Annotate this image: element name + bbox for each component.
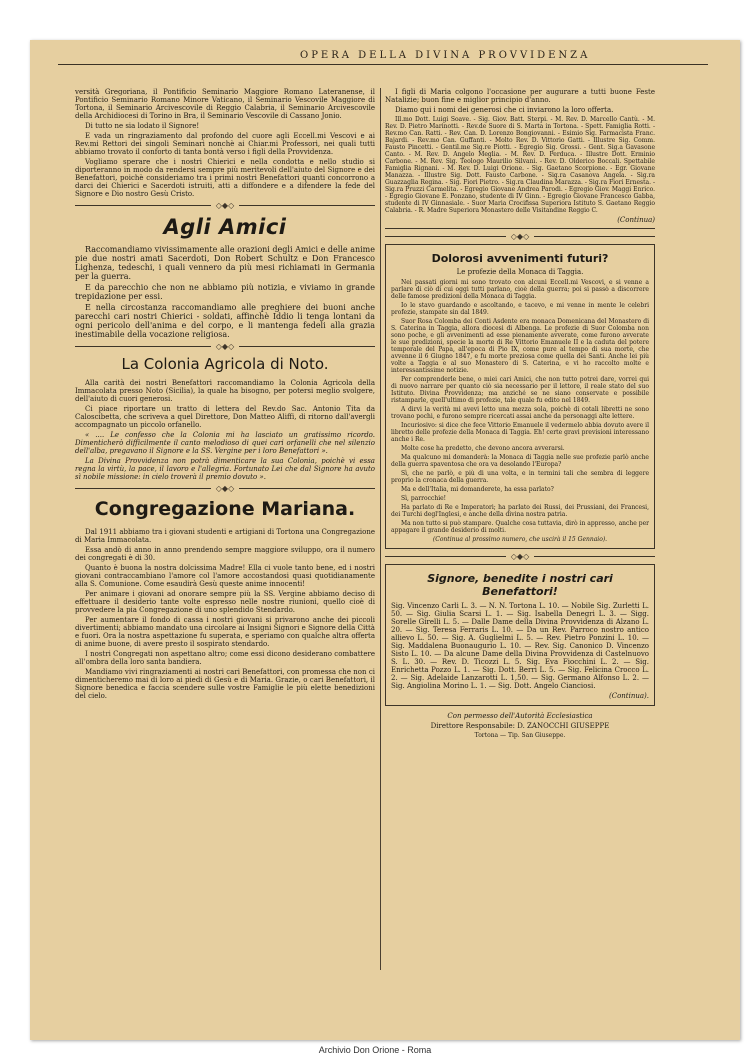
section-title: Signore, benedite i nostri cari Benefattori! — [427, 572, 613, 598]
paragraph: Per animare i giovani ad onorare sempre più la SS. Vergine abbiamo deciso di effettuare il desiderio tante volte espresso nelle nostre riunioni, quello cioè di provvedere la pia Congregazione di uno splendido Stendardo. — [75, 590, 375, 614]
paragraph: Ma e dell'Italia, mi domanderete, ha essa parlato? — [401, 486, 554, 493]
colonia-section — [75, 355, 375, 481]
paragraph: Diamo qui i nomi dei generosi che ci inviarono la loro offerta. — [395, 106, 614, 114]
paragraph: E da parecchio che non ne abbiamo più notizia, e viviamo in grande trepidazione per essi. — [75, 283, 375, 301]
continued-note: (Continua) — [617, 216, 655, 224]
paragraph: Sì, che ne parlò, e più di una volta, e in termini tali che sembra di leggere proprio la cronaca della guerra. — [391, 470, 649, 484]
donor-list: Ill.mo Dott. Luigi Soave. - Sig. Giov. Batt. Sterpi. - M. Rev. D. Marcello Cantù. - M. Rev. D. Pietro Marinotti. - Rev.de Suore di S. Marta in Tortona. - Spett. Famiglia Rotti. - Rev.mo Can. Ratti. - Rev. Can. D. Lorenzo Bongiovanni. - Esimio Sig. Farmacista Franc. Bajardi. - Rev.mo Can. Guffanti. - Molto Rev. D. Vittorio Gatti. - Illustre Sig. Comm. Fausto Pincetti. - Gentil.me Sig.re Piotti. - Egregio Sig. Grossi. - Gent. Sig.a Gavasone Canto. - M. Rev. D. Angelo Meglia. - M. Rev. D. Perduca. - Illustre Dott. Erminio Carbone. - M. Rev. Sig. Teologo Maurilio Silvani. - Rev. D. Olderico Boccali. Spettabile Famiglia Rignani. - M. Rev. D. Luigi Orione. - Sig. Gaetano Scorpione. - Egr. Giovane Manazza. - Illustre Sig. Dott. Fausto Carbone. - Sig.ra Casanova Angela. - Sig.ra Guazzaglia Regina. - Sig. Fiori Pietro. - Sig.ra Claudina Marazza. - Sig.ra Fiori Ernesta. - Sig.ra Pruzzi Carmelita. - Egregio Giovane Andrea Parodi. - Egregio Giov. Maggi Enrico. - Egregio Giovane E. Ponzano, studente di IV Ginn. - Egregio Giovane Francesco Gabba, studente di IV Ginnasiale. - Suor Maria Crocifissa Superiora Istituto S. Gaetano Reggio Calabria. - R. Madre Superiora Monastero delle Visitandine Reggio C. — [385, 116, 655, 214]
amici-section — [75, 215, 375, 339]
paragraph: Mandiamo vivi ringraziamenti ai nostri cari Benefattori, con promessa che non ci dimenticheremo mai di loro ai piedi di Gesù e di Maria. Grazie, o cari Benefattori, il Signore benedica e faccia scendere sulle vostre Famiglie le più elette benedizioni del cielo. — [75, 668, 375, 700]
section-title: Congregazione Mariana. — [94, 498, 356, 520]
imprint-permission: Con permesso dell'Autorità Ecclesiastica — [447, 712, 593, 720]
paragraph: Dal 1911 abbiamo tra i giovani studenti e artigiani di Tortona una Congregazione di Maria Immacolata. — [75, 528, 375, 544]
archive-footer: Archivio Don Orione - Roma — [318, 1045, 432, 1055]
paragraph: E vada un ringraziamento dal profondo del cuore agli Eccell.mi Vescovi e ai Rev.mi Rettori dei singoli Seminari nonchè ai Chiar.mi Professori, nei quali tutti abbiamo trovato il conforto di tanta bontà verso i figli della Provvidenza. — [75, 132, 375, 156]
section-divider: ◇◆◇ — [75, 343, 375, 350]
section-divider: ◇◆◇ — [75, 202, 375, 209]
paragraph: Per aumentare il fondo di cassa i nostri giovani si privarono anche dei piccoli divertimenti; abbiamo mandato una circolare ai Insigni Signori e Signore della Città e fuori. Ora la nostra aspettazione fu superata, e speriamo con qualche altra offerta di anime buone, di avere presto il sospirato stendardo. — [75, 616, 375, 648]
paragraph: Incuriosivo: si dice che fece Vittorio Emanuele il vedermelo abbia dovuto avere il libretto delle profezie della Monaca di Taggia. Eh! certe gravi previsioni interessano anche i Re. — [391, 422, 649, 443]
section-title: La Colonia Agricola di Noto. — [121, 355, 329, 373]
column-rule — [380, 88, 381, 970]
paragraph: Suor Rosa Colomba dei Conti Asdente era monaca Domenicana del Monastero di S. Caterina in Taggia, allora diocesi di Albenga. Le profezie di Suor Colomba non sono poche, e gli avvenimenti ad esse pienamente avverate, come furono avverate le sue predizioni, specie la morte di Re Vittorio Emanuele II e la caduta del potere temporale del Papa, all'epoca di Pio IX, come pure al tempo di sua morte, che avvenne il 6 Giugno 1847, e fu morte preziosa come quella dei Santi. Anche lei più volte a Taggia e al suo Monastero di S. Caterina, e vi ho raccolto molte e interessantissime notizie. — [391, 318, 649, 374]
paragraph: Essa andò di anno in anno prendendo sempre maggiore sviluppo, ora il numero dei congregati è di 30. — [75, 546, 375, 562]
benefactor-list: Sig. Vincenzo Carli L. 3. — N. N. Tortona L. 10. — Nobile Sig. Zurletti L. 50. — Sig. Giulia Scarsi L. 1. — Sig. Isabella Denegri L. 3. — Sigg. Sorelle Girelli L. 5. — Dalle Dame della Divina Provvidenza di Alzano L. 20. — Sig. Teresa Ferraris L. 10. — Da un Rev. Parroco nostro antico allievo L. 50. — Sig. A. Guglielmi L. 5. — Rev. Pietro Ponzini L. 10. — Sig. Maddalena Buonaugurio L. 10. — Rev. Sig. Canonico D. Vincenzo Sisto L. 10. — Da alcune Dame della Divina Provvidenza di Castelnuovo S. L. 30. — Rev. D. Ticozzi L. 5. Sig. Eva Fiocchini L. 2. — Sig. Enrichetta Pozzo L. 1. — Sig. Dott. Berri L. 5. — Sig. Felicina Crocco L. 2. — Sig. Adelaide Lanzarotti L. 1,50. — Sig. Germano Alfonso L. 2. — Sig. Angiolina Morino L. 1. — Sig. Dott. Angelo Cianciosi. — [391, 602, 649, 690]
paragraph: Ma qualcuno mi domanderà: la Monaca di Taggia nelle sue profezie parlò anche della guerra spaventosa che ora va desolando l'Europa? — [391, 454, 649, 468]
paragraph: Vogliamo sperare che i nostri Chierici e nella condotta e nello studio si diporteranno in modo da rendersi sempre più meritevoli dell'aiuto del Signore e dei Benefattori, poichè consideriamo tra i primi nostri Benefattori quanti concorrono a darci dei Chierici e Sacerdoti istruiti, atti a diffondere e a difendere la fede del Signore e Dio nostro Gesù Cristo. — [75, 158, 375, 198]
paragraph: Quanto è buona la nostra dolcissima Madre! Ella ci vuole tanto bene, ed i nostri giovani contraccambiano l'amore col l'amore accostandosi quasi quotidianamente alla S. Comunione. Come esaudirà Gesù queste anime innocenti! — [75, 564, 375, 588]
imprint-director: Direttore Responsabile: D. ZANOCCHI GIUSEPPE — [430, 722, 610, 730]
paragraph: Di tutto ne sia lodato il Signore! — [85, 122, 200, 130]
continued-note: (Continua). — [608, 692, 649, 700]
quotation: « .... Le confesso che la Colonia mi ha lasciato un gratissimo ricordo. Dimenticherò difficilmente il canto melodioso di quei cari orfanelli che nel silenzio dell'alba, pregavano il Signore e la SS. Vergine per i loro Benefattori ». — [75, 431, 375, 455]
paragraph: Nei passati giorni mi sono trovato con alcuni Eccell.mi Vescovi, e si venne a parlare di ciò di cui oggi tutti parlano, cioè della guerra; poi si passò a discorrere delle famose predizioni della Monaca di Taggia. — [391, 279, 649, 300]
quotation: La Divina Provvidenza non potrà dimenticare la sua Colonia, poichè vi essa regna la virtù, la pace, il lavoro e l'allegria. Fortunato Lei che dal Signore ha avuto sì nobile missione: in cielo troverà il premio dovuto ». — [75, 457, 375, 481]
paragraph: Alla carità dei nostri Benefattori raccomandiamo la Colonia Agricola della Immacolata presso Noto (Sicilia), la quale ha bisogno, per potersi meglio svolgere, dell'aiuto di cuori generosi. — [75, 379, 375, 403]
left-column — [75, 88, 375, 702]
paragraph: I figli di Maria colgono l'occasione per augurare a tutti buone Feste Natalizie; buon fine e miglior principio d'anno. — [385, 88, 655, 104]
seminari-section — [75, 88, 375, 198]
running-header: OPERA DELLA DIVINA PROVVIDENZA — [300, 50, 591, 61]
benefattori-section — [385, 564, 655, 706]
paragraph: Per comprenderle bene, o miei cari Amici, che non tutto potrei dare, vorrei qui di nuovo narrare per quanto ciò sia necessario per il lettore, il reale stato del suo Istituto. Divina Provvidenza; ma anziché se ne siano conservate e possibile ristamparle, quell'ultimo di profezie, tale quale fu edito nel 1849. — [391, 376, 649, 404]
section-divider: ◇◆◇ — [75, 485, 375, 492]
right-column — [385, 88, 655, 741]
dolorosi-section — [385, 244, 655, 549]
section-title: Agli Amici — [163, 215, 287, 239]
paragraph: versità Gregoriana, il Pontificio Seminario Maggiore Romano Lateranense, il Pontificio Seminario Romano Minore Vaticano, il Seminario Vescovile Maggiore di Tortona, il Seminario Arcivescovile di Reggio Calabria, il Seminario Arcivescovile della Archidiocesi di Torino in Bra, il Seminario Vescovile di Cassano Jonio. — [75, 88, 375, 120]
offerte-section — [385, 88, 655, 229]
paragraph: Io le stavo guardando e ascoltando, e tacevo, e mi venne in mente le celebri profezie, stampate sin dal 1849. — [391, 302, 649, 316]
header-rule — [58, 64, 708, 65]
paragraph: Ma non tutto si può stampare. Qualche cosa tuttavia, dirò in appresso, anche per appagare il grande desiderio di molti. — [391, 520, 649, 534]
paragraph: Sì, parrocchie! — [401, 495, 447, 502]
section-subtitle: Le profezie della Monaca di Taggia. — [456, 268, 584, 276]
paragraph: Ci piace riportare un tratto di lettera del Rev.do Sac. Antonio Tita da Caloscibetta, che scriveva a quel Direttore, Don Matteo Aliffi, di ritorno dall'avergli accompagnato un piccolo orfanello. — [75, 405, 375, 429]
section-title: Dolorosi avvenimenti futuri? — [431, 252, 609, 265]
section-divider: ◇◆◇ — [385, 553, 655, 560]
continued-note: (Continua al prossimo numero, che uscirà il 15 Gennaio). — [432, 536, 608, 543]
paragraph: Raccomandiamo vivissimamente alle orazioni degli Amici e delle anime pie due nostri amati Sacerdoti, Don Robert Schultz e Don Francesco Lighenza, tedeschi, i quali vennero da più mesi richiamati in Germania per la guerra. — [75, 245, 375, 281]
section-divider: ◇◆◇ — [385, 233, 655, 240]
imprint-printer: Tortona — Tip. San Giuseppe. — [474, 732, 566, 739]
congregazione-section — [75, 498, 375, 700]
imprint — [385, 712, 655, 739]
paragraph: Molte cose ha predetto, che devono ancora avverarsi. — [401, 445, 565, 452]
paragraph: I nostri Congregati non aspettano altro; come essi dicono desiderano combattere all'ombra della loro santa bandiera. — [75, 650, 375, 666]
paragraph: Ha parlato di Re e Imperatori; ha parlato dei Russi, dei Prussiani, dei Francesi, dei Turchi degl'Inglesi, e anche della divina nostra patria. — [391, 504, 649, 518]
paragraph: A dirvi la verità mi avevi letto una mezza sola, poichè di cotali libretti ne sono trovano pochi, e furono sempre ricercati assai anche da personaggi alte lettere. — [391, 406, 649, 420]
paragraph: E nella circostanza raccomandiamo alle preghiere dei buoni anche parecchi cari nostri Chierici - soldati, affinchè Iddio li tenga lontani da ogni pericolo dell'anima e del corpo, e li mantenga fedeli alla grazia inestimabile della vocazione religiosa. — [75, 303, 375, 339]
